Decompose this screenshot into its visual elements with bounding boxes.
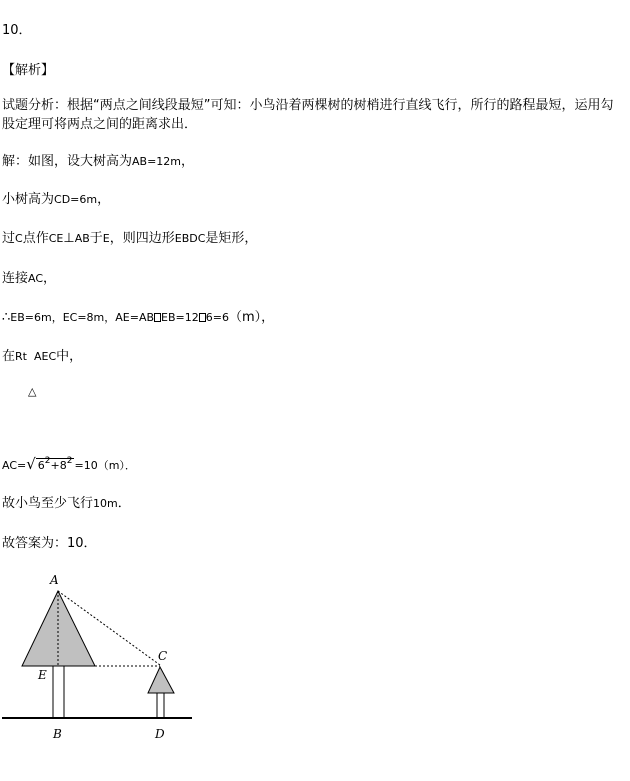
solution-line-6: [2, 348, 82, 365]
solution-line-ac: [2, 453, 136, 474]
perp-7: 于: [89, 231, 103, 246]
answer-line: 10．: [2, 23, 32, 38]
sol-prefix: 解：如图，设大树高为: [2, 154, 133, 169]
therefore-b2: 6=6: [205, 311, 229, 324]
bird-math: 10m: [93, 497, 118, 510]
analysis-text: 试题分析：根据“两点之间线段最短”可知：小鸟沿着两棵树的树梢进行直线飞行，所行的路程最短，运用勾股定理可将两点之间的距离求出．: [2, 98, 614, 132]
perp-5: ⊥: [63, 231, 75, 246]
connect-prefix: 连接: [2, 271, 29, 286]
perp-10: EBDC: [174, 232, 206, 245]
rt-suffix: 中，: [56, 349, 83, 364]
solution-line-bird: [2, 495, 131, 512]
therefore-missing-glyph-1: [154, 313, 161, 322]
perp-1: 过: [2, 231, 16, 246]
therefore-symbol: ∴: [2, 310, 11, 325]
solution-line-3: [2, 230, 257, 247]
label-c: C: [158, 649, 168, 663]
label-b: B: [53, 727, 62, 741]
rt-prefix: 在: [2, 349, 16, 364]
perp-4: CE: [48, 232, 64, 245]
label-a: A: [50, 573, 59, 587]
big-tree-trunk: [53, 666, 64, 718]
solution-line-1: [2, 153, 194, 170]
rad-plus: +8: [50, 459, 67, 472]
section-title: 【解析】: [2, 63, 55, 78]
small-tree-crown: [148, 667, 174, 693]
solution-line-5: [2, 309, 274, 326]
perp-6: AB: [74, 232, 90, 245]
rad-6: 6: [37, 459, 45, 472]
label-e: E: [38, 668, 47, 682]
therefore-b1: EB=12: [161, 311, 199, 324]
radical-sign: √: [26, 455, 36, 473]
perp-3: 点作: [22, 231, 49, 246]
rad-exp-b: 2: [66, 456, 73, 466]
radicand: [36, 458, 75, 472]
bird-line: 故小鸟至少飞行: [2, 496, 94, 511]
perp-11: 是矩形，: [205, 231, 258, 246]
small-suffix: ，: [97, 192, 111, 207]
ac-result: =10（m）．: [74, 459, 136, 472]
ac-label: AC=: [2, 459, 27, 472]
connect-math: AC: [28, 272, 44, 285]
perp-8: E: [102, 232, 110, 245]
rt-math: Rt AEC: [15, 350, 57, 363]
rad-exp-a: 2: [44, 456, 51, 466]
triangle-symbol: △: [28, 385, 37, 398]
sol-suffix: ，: [181, 154, 195, 169]
solution-line-2: [2, 191, 110, 208]
tree-diagram: [0, 570, 200, 750]
connect-suffix: ，: [43, 271, 57, 286]
perp-2: C: [15, 232, 23, 245]
small-math: CD=6m: [54, 193, 98, 206]
small-tree-trunk: [157, 693, 164, 718]
therefore-end: （m），: [228, 310, 275, 325]
therefore-missing-glyph-2: [199, 313, 206, 322]
therefore-math: EB=6m，EC=8m，AE=AB: [10, 311, 155, 324]
bird-end: ．: [117, 496, 131, 511]
perp-9: ，则四边形: [109, 231, 175, 246]
label-d: D: [155, 727, 165, 741]
sol-math: AB=12m: [132, 155, 182, 168]
solution-line-4: [2, 270, 56, 287]
final-answer: 故答案为：10．: [2, 536, 97, 551]
small-prefix: 小树高为: [2, 192, 55, 207]
